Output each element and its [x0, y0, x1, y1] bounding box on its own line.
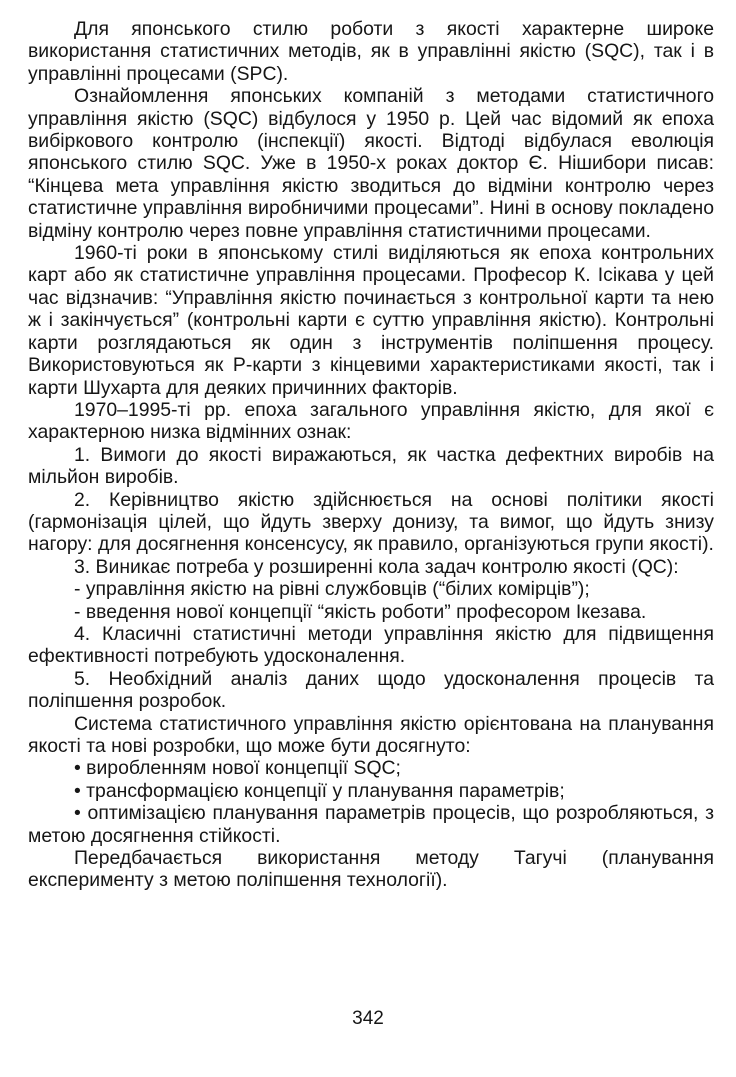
- paragraph-4: 1970–1995-ті рр. епоха загального управління якістю, для якої є характерною низка відмінних ознак:: [28, 398, 714, 444]
- page-body: [28, 18, 714, 892]
- paragraph-5: Система статистичного управління якістю орієнтована на планування якості та нові розробки, що може бути досягнуто:: [28, 712, 714, 757]
- paragraph-1: Для японського стилю роботи з якості характерне широке використання статистичних методів, як в управлінні якістю (SQC), так і в управлінні процесами (SPC).: [28, 18, 714, 85]
- bullet-item-3: • оптимізацією планування параметрів процесів, що розробляються, з метою досягнення стійкості.: [28, 802, 714, 847]
- paragraph-3: 1960-ті роки в японському стилі виділяються як епоха контрольних карт або як статистичне управління процесами. Професор К. Ісікава у цей час відзначив: “Управління якістю починається з контрольної карти та нею ж і закінчується” (контрольні карти є суттю управління якістю). Контрольні карти розглядаються як один з інструментів поліпшення процесу. Використовуються як Р-карти з кінцевими характеристиками якості, так і карти Шухарта для деяких причинних факторів.: [28, 242, 714, 399]
- sub-item-2: - введення нової концепції “якість роботи” професором Ікезава.: [74, 600, 647, 623]
- list-item-1: 1. Вимоги до якості виражаються, як частка дефектних виробів на мільйон виробів.: [28, 443, 714, 489]
- sub-item-1: - управління якістю на рівні службовців (“білих комірців”);: [74, 578, 590, 601]
- paragraph-6: Передбачається використання методу Тагучі (планування експерименту з метою поліпшення технології).: [28, 847, 714, 892]
- list-item-2: 2. Керівництво якістю здійснюється на основі політики якості (гармонізація цілей, що йдуть зверху донизу, та вимог, що йдуть знизу нагору: для досягнення консенсусу, як правило, організуються групи якості).: [28, 488, 714, 556]
- bullet-item-1: • виробленням нової концепції SQC;: [74, 757, 401, 780]
- list-item-4: 4. Класичні статистичні методи управління якістю для підвищення ефективності потребують удосконалення.: [28, 622, 714, 668]
- bullet-item-2: • трансформацією концепції у планування параметрів;: [74, 779, 565, 802]
- page-number: 342: [352, 1008, 384, 1029]
- paragraph-2: Ознайомлення японських компаній з методами статистичного управління якістю (SQC) відбулося у 1950 р. Цей час відомий як епоха вибіркового контролю (інспекції) якості. Відтоді відбулася еволюція японського стилю SQC. Уже в 1950-х роках доктор Є. Нішибори писав: “Кінцева мета управління якістю зводиться до відміни контролю через статистичне управління виробничими процесами”. Нині в основу покладено відміну контролю через повне управління статистичними процесами.: [28, 85, 714, 242]
- list-item-3: 3. Виникає потреба у розширенні кола задач контролю якості (QC):: [74, 555, 679, 578]
- list-item-5: 5. Необхідний аналіз даних щодо удосконалення процесів та поліпшення розробок.: [28, 667, 714, 713]
